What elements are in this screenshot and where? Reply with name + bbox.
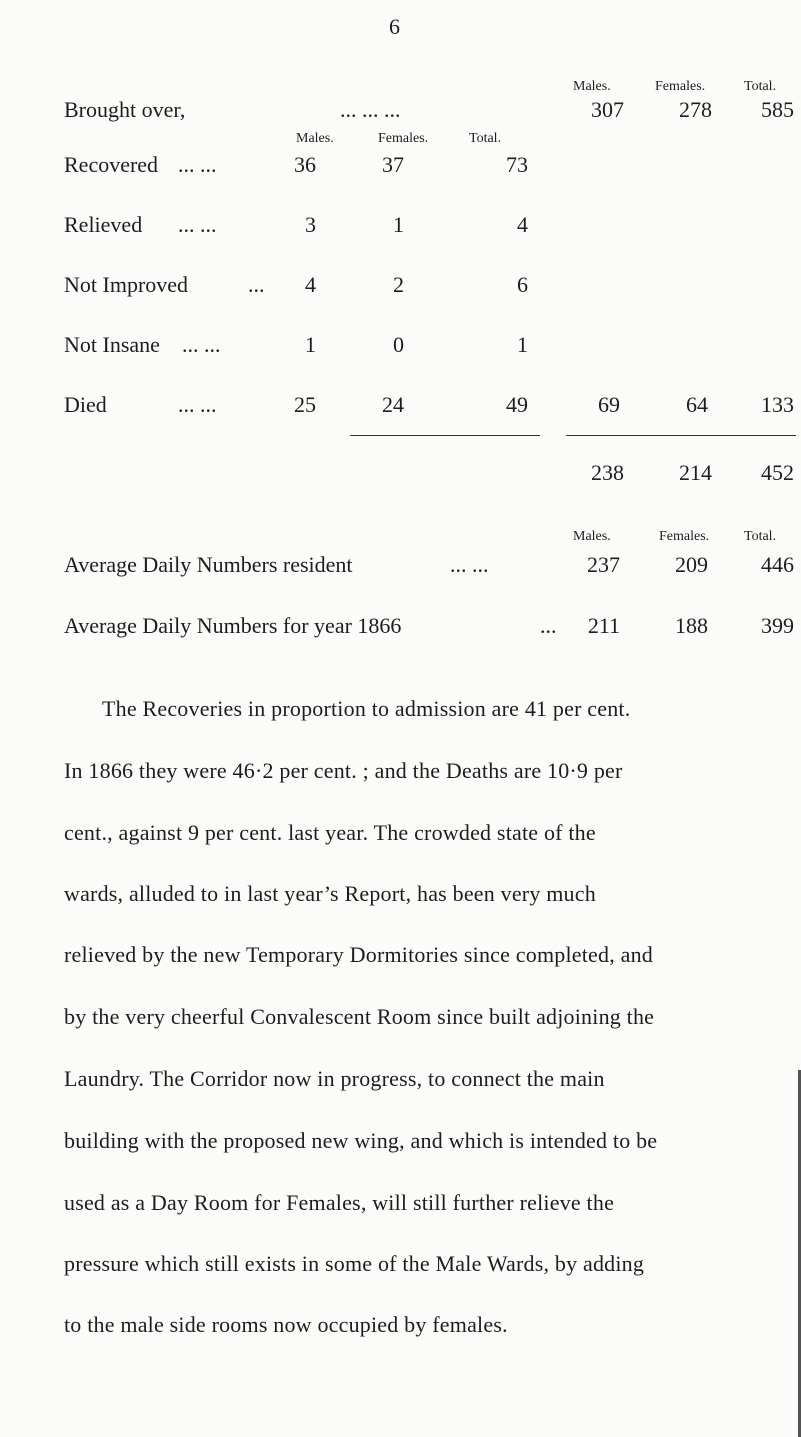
row-dots: ... ...: [178, 392, 217, 417]
paragraph-line: The Recoveries in proportion to admission are 41 per cent.: [102, 696, 631, 721]
row-total: 49: [506, 392, 528, 417]
avg-header-total: Total.: [744, 529, 777, 544]
inner-header-females: Females.: [378, 131, 429, 146]
row-males: 25: [294, 392, 316, 417]
paragraph-line: pressure which still exists in some of the Male Wards, by adding: [64, 1251, 645, 1276]
avg-row-dots: ...: [540, 613, 557, 638]
inner-header-males: Males.: [296, 131, 334, 146]
died-outer-total: 133: [761, 392, 794, 417]
row-females: 24: [382, 392, 404, 417]
outer-header-total: Total.: [744, 79, 777, 94]
row-females: 37: [382, 152, 404, 177]
row-dots: ... ...: [178, 212, 217, 237]
avg-header-females: Females.: [659, 529, 710, 544]
row-label: Recovered: [64, 152, 159, 177]
row-total: 4: [517, 212, 528, 237]
paragraph-line: Laundry. The Corridor now in progress, to connect the main: [64, 1066, 605, 1091]
avg-row-males: 211: [587, 613, 620, 638]
brought-over-males: 307: [591, 97, 624, 122]
died-outer-males: 69: [598, 392, 620, 417]
row-label: Died: [64, 392, 107, 417]
row-label: Not Insane: [64, 332, 160, 357]
row-label: Not Improved: [64, 272, 189, 297]
avg-row-total: 399: [761, 613, 794, 638]
brought-over-females: 278: [679, 97, 712, 122]
remaining-females: 214: [679, 460, 712, 485]
died-outer-females: 64: [686, 392, 708, 417]
subtotal-rule-outer: [566, 435, 796, 436]
row-dots: ... ...: [182, 332, 221, 357]
row-dots: ... ...: [178, 152, 217, 177]
paragraph-line: cent., against 9 per cent. last year. The crowded state of the: [64, 820, 596, 845]
remaining-total: 452: [761, 460, 794, 485]
row-label: Relieved: [64, 212, 143, 237]
row-total: 1: [517, 332, 528, 357]
row-females: 0: [393, 332, 404, 357]
outer-header-females: Females.: [655, 79, 706, 94]
row-females: 2: [393, 272, 404, 297]
remaining-males: 238: [591, 460, 624, 485]
row-males: 3: [305, 212, 316, 237]
row-males: 1: [305, 332, 316, 357]
paragraph-line: building with the proposed new wing, and which is intended to be: [64, 1128, 658, 1153]
brought-over-label: Brought over,: [64, 97, 186, 122]
row-males: 4: [305, 272, 316, 297]
paragraph-line: In 1866 they were 46·2 per cent. ; and the Deaths are 10·9 per: [64, 758, 623, 783]
page-number: 6: [389, 14, 400, 39]
avg-row-label: Average Daily Numbers resident: [64, 552, 353, 577]
avg-row-dots: ... ...: [450, 552, 489, 577]
paragraph-line: by the very cheerful Convalescent Room since built adjoining the: [64, 1004, 655, 1029]
brought-over-dots: ... ... ...: [340, 97, 401, 122]
outer-header-males: Males.: [573, 79, 611, 94]
paragraph-line: used as a Day Room for Females, will still further relieve the: [64, 1190, 615, 1215]
subtotal-rule-inner: [350, 435, 540, 436]
row-dots: ...: [248, 272, 265, 297]
row-males: 36: [294, 152, 316, 177]
paragraph-line: wards, alluded to in last year’s Report, has been very much: [64, 881, 596, 906]
avg-row-label: Average Daily Numbers for year 1866: [64, 613, 402, 638]
avg-row-males: 237: [587, 552, 620, 577]
row-total: 73: [506, 152, 528, 177]
paragraph-line: relieved by the new Temporary Dormitories since completed, and: [64, 942, 653, 967]
brought-over-total: 585: [761, 97, 794, 122]
row-females: 1: [393, 212, 404, 237]
avg-header-males: Males.: [573, 529, 611, 544]
avg-row-females: 209: [675, 552, 708, 577]
paragraph-line: to the male side rooms now occupied by females.: [64, 1312, 508, 1337]
avg-row-total: 446: [761, 552, 794, 577]
avg-row-females: 188: [675, 613, 708, 638]
inner-header-total: Total.: [469, 131, 502, 146]
row-total: 6: [517, 272, 528, 297]
